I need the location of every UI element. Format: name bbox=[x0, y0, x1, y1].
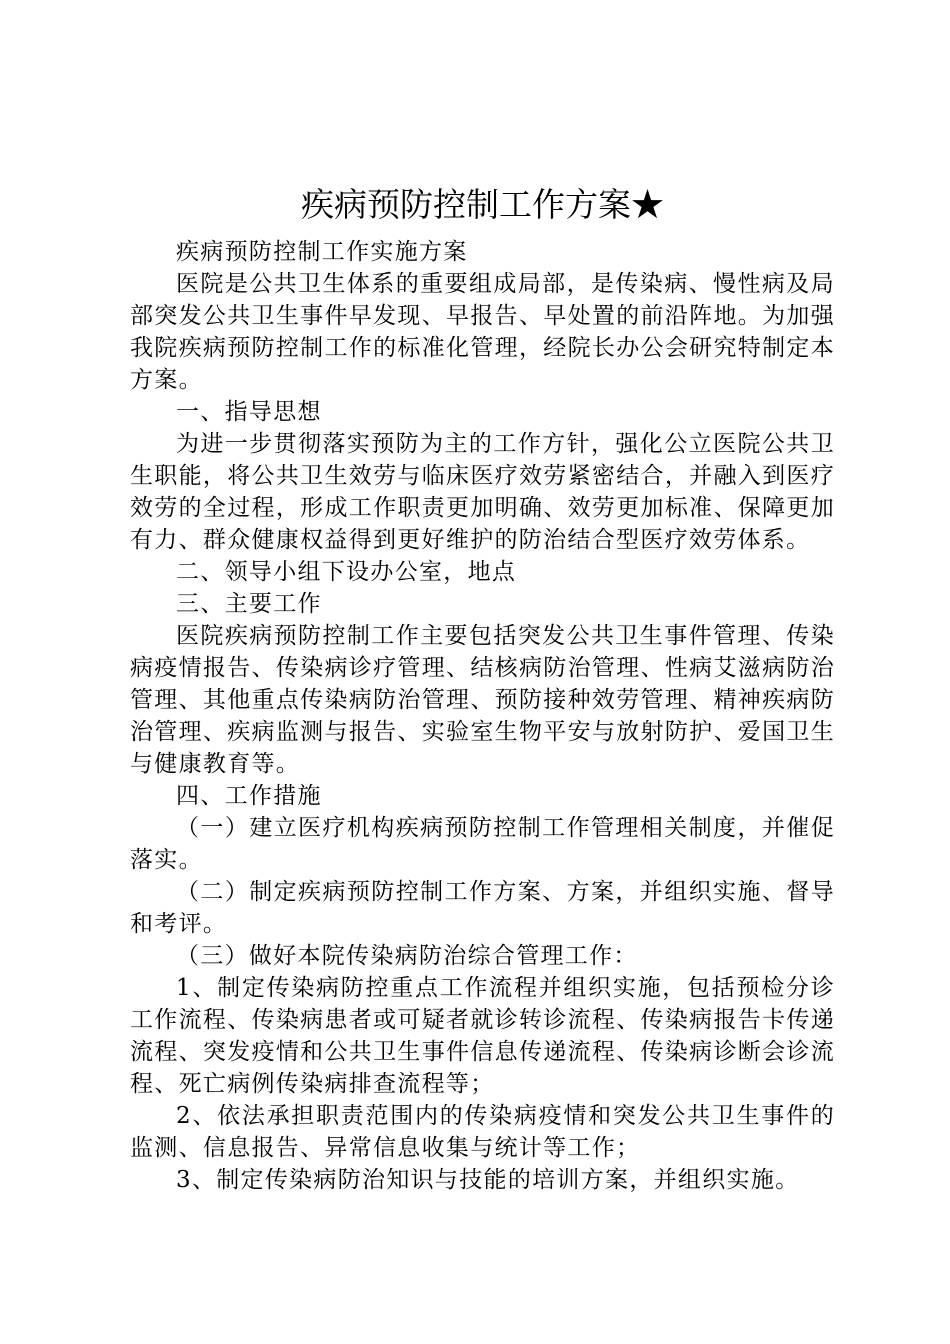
numbered-item-3: 3、制定传染病防治知识与技能的培训方案，并组织实施。 bbox=[176, 1167, 800, 1193]
intro-paragraph: 医院是公共卫生体系的重要组成局部，是传染病、慢性病及局部突发公共卫生事件早发现、早报告、早处置的前沿阵地。为加强我院疾病预防控制工作的标准化管理，经院长办公会研究特制定本方案。 bbox=[130, 271, 835, 393]
measure-item-1: （一）建立医疗机构疾病预防控制工作管理相关制度，并催促落实。 bbox=[130, 815, 835, 873]
document-title: 疾病预防控制工作方案★ bbox=[301, 185, 664, 224]
section-heading-main-work: 三、主要工作 bbox=[176, 591, 322, 617]
subtitle-paragraph: 疾病预防控制工作实施方案 bbox=[176, 239, 468, 265]
numbered-item-1: 1、制定传染病防控重点工作流程并组织实施，包括预检分诊工作流程、传染病患者或可疑者就诊转诊流程、传染病报告卡传递流程、突发疫情和公共卫生事件信息传递流程、传染病诊断会诊流程、死亡病例传染病排查流程等； bbox=[130, 975, 835, 1097]
section-heading-office: 二、领导小组下设办公室，地点 bbox=[176, 559, 517, 585]
guiding-ideology-paragraph: 为进一步贯彻落实预防为主的工作方针，强化公立医院公共卫生职能，将公共卫生效劳与临床医疗效劳紧密结合，并融入到医疗效劳的全过程，形成工作职责更加明确、效劳更加标准、保障更加有力、群众健康权益得到更好维护的防治结合型医疗效劳体系。 bbox=[130, 431, 835, 553]
measure-item-3: （三）做好本院传染病防治综合管理工作： bbox=[176, 943, 638, 969]
measure-item-2: （二）制定疾病预防控制工作方案、方案，并组织实施、督导和考评。 bbox=[130, 879, 835, 937]
section-heading-guiding-ideology: 一、指导思想 bbox=[176, 399, 322, 425]
section-heading-measures: 四、工作措施 bbox=[176, 783, 322, 809]
main-work-paragraph: 医院疾病预防控制工作主要包括突发公共卫生事件管理、传染病疫情报告、传染病诊疗管理、结核病防治管理、性病艾滋病防治管理、其他重点传染病防治管理、预防接种效劳管理、精神疾病防治管理、疾病监测与报告、实验室生物平安与放射防护、爱国卫生与健康教育等。 bbox=[130, 623, 835, 777]
numbered-item-2: 2、依法承担职责范围内的传染病疫情和突发公共卫生事件的监测、信息报告、异常信息收集与统计等工作； bbox=[130, 1103, 835, 1161]
document-page bbox=[130, 182, 835, 1196]
